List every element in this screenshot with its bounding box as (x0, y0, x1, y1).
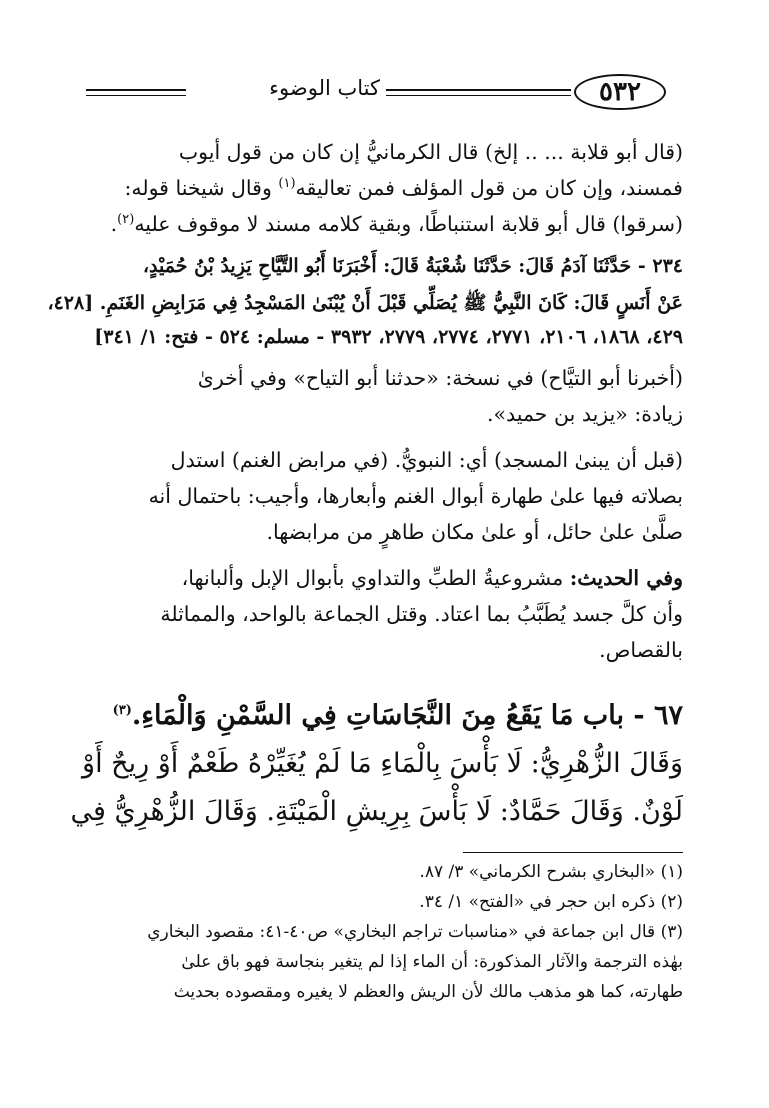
para4-line2: وأن كلَّ جسد يُطَبَّبُ بما اعتاد. وقتل الجماعة بالواحد، والمماثلة (160, 602, 683, 626)
chapter-text-line1: وَقَالَ الزُّهْرِيُّ: لَا بَأْسَ بِالْمَاءِ مَا لَمْ يُغَيِّرْهُ طَعْمٌ أَوْ رِيحٌ أَوْ (82, 748, 683, 779)
footnote-1: (١) «البخاري بشرح الكرماني» ٣/ ٨٧. (419, 862, 683, 882)
footnote-3-line3: طهارته، كما هو مذهب مالك لأن الريش والعظم لا يغيره ومقصوده بحديث (173, 982, 683, 1002)
para3-line2: بصلاته فيها علىٰ طهارة أبوال الغنم وأبعارها، وأجيب: باحتمال أنه (148, 484, 683, 508)
para3-line3: صلَّىٰ علىٰ حائل، أو علىٰ مكان طاهرٍ من مرابضها. (266, 520, 683, 544)
footnote-ref-3: (٣) (112, 703, 132, 718)
page-number: ٥٣٢ (574, 74, 666, 110)
para4-line1 (85, 566, 683, 590)
para1-line2-b: وقال شيخنا قوله: (124, 176, 272, 200)
para1-line1: (قال أبو قلابة ... .. إلخ) قال الكرمانيُّ إن كان من قول أيوب (178, 140, 683, 164)
para4-lead: وفي الحديث: (569, 566, 683, 590)
footnote-ref-2: (٢) (117, 212, 135, 228)
para2-line2: زيادة: «يزيد بن حميد». (486, 402, 683, 426)
footnote-2: (٢) ذكره ابن حجر في «الفتح» ١/ ٣٤. (419, 892, 683, 912)
chapter-heading (85, 700, 683, 731)
para1-line2 (85, 176, 683, 200)
chapter-running-title: كتاب الوضوء (263, 76, 386, 100)
para4-line3: بالقصاص. (599, 638, 683, 662)
chapter-text-line2: لَوْنٌ. وَقَالَ حَمَّادٌ: لَا بَأْسَ بِرِيشِ الْمَيْتَةِ. وَقَالَ الزُّهْرِيُّ فِي (70, 796, 683, 827)
footnote-3-line1: (٣) قال ابن جماعة في «مناسبات تراجم البخاري» ص٤٠-٤١: مقصود البخاري (147, 922, 683, 942)
para1-period: . (110, 212, 118, 236)
footnote-ref-1: (١) (278, 176, 296, 192)
hadith-line1: ٢٣٤ - حَدَّثَنَا آدَمُ قَالَ: حَدَّثَنَا شُعْبَةُ قَالَ: أَخْبَرَنَا أَبُو التَّيَّاحِ يَزِيدُ بْنُ حُمَيْدٍ، (142, 255, 683, 277)
para1-line3 (85, 212, 683, 236)
page-header (86, 68, 686, 118)
header-rule-left-thin (86, 95, 186, 96)
hadith-line2: عَنْ أَنَسٍ قَالَ: كَانَ النَّبِيُّ ﷺ يُصَلِّي قَبْلَ أَنْ يُبْنَىٰ المَسْجِدُ فِي مَرَابِضِ الغَنَمِ. [٤٢٨، (47, 292, 683, 314)
para4-line1-text: مشروعيةُ الطبِّ والتداوي بأبوال الإبل وألبانها، (181, 566, 564, 590)
footnote-3-line2: بهٰذه الترجمة والآثار المذكورة: أن الماء إذا لم يتغير بنجاسة فهو باق علىٰ (181, 952, 683, 972)
header-rule-left (86, 89, 186, 91)
hadith-line3: ٤٢٩، ١٨٦٨، ٢١٠٦، ٢٧٧١، ٢٧٧٤، ٢٧٧٩، ٣٩٣٢ - مسلم: ٥٢٤ - فتح: ١/ ٣٤١] (94, 326, 683, 348)
footnote-separator (463, 852, 683, 853)
para1-line3-text: (سرقوا) قال أبو قلابة استنباطًا، وبقية كلامه مسند لا موقوف عليه (134, 212, 683, 236)
para2-line1: (أخبرنا أبو التيَّاح) في نسخة: «حدثنا أبو التياح» وفي أخرىٰ (197, 366, 683, 390)
para1-line2-a: فمسند، وإن كان من قول المؤلف فمن تعاليقه (295, 176, 683, 200)
para3-line1: (قبل أن يبنىٰ المسجد) أي: النبويُّ. (في مرابض الغنم) استدل (170, 448, 683, 472)
chapter-heading-text: ٦٧ - باب مَا يَقَعُ مِنَ النَّجَاسَاتِ فِي السَّمْنِ وَالْمَاءِ. (131, 700, 683, 731)
